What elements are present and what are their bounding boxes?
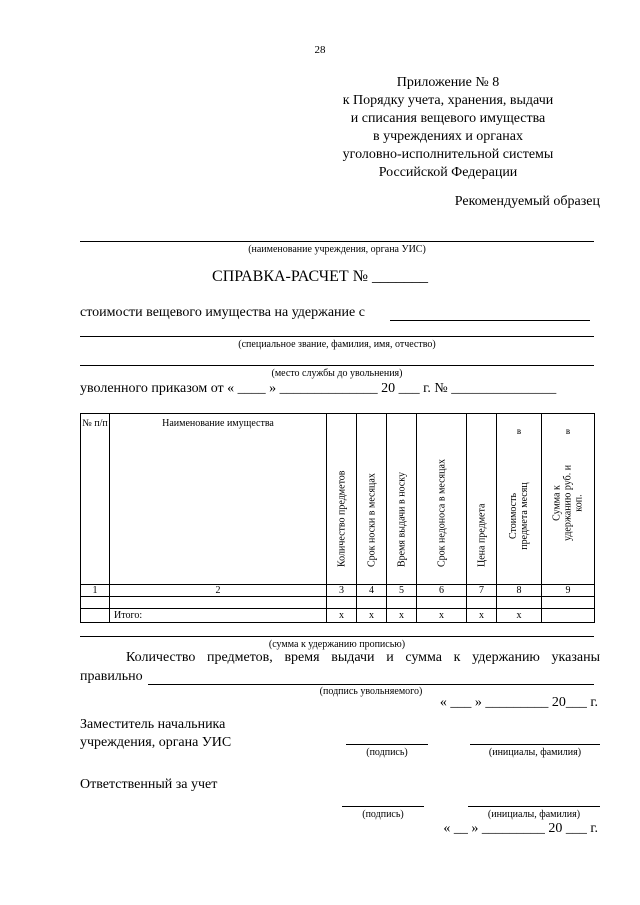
appendix-line: Российской Федерации <box>378 165 518 180</box>
institution-caption: (наименование учреждения, органа УИС) <box>248 244 426 255</box>
table-header-row <box>81 414 595 585</box>
cost-line-field[interactable] <box>390 320 590 321</box>
total-mark: x <box>417 609 467 623</box>
table-total-row <box>81 609 595 623</box>
deputy-signature-caption: (подпись) <box>366 747 408 758</box>
deputy-initials-caption: (инициалы, фамилия) <box>488 747 582 758</box>
responsible-label: Ответственный за учет <box>80 777 218 792</box>
dismissed-signature-caption: (подпись увольняемого) <box>319 686 423 697</box>
appendix-block <box>298 74 598 182</box>
col-header-issue-time <box>387 414 417 585</box>
col-header-qty <box>327 414 357 585</box>
appendix-line: и списания вещевого имущества <box>350 111 546 126</box>
col-header-qty-label: Количество предметов <box>336 470 347 567</box>
col-number: 6 <box>417 585 467 597</box>
table-cell[interactable] <box>417 597 467 609</box>
page-number: 28 <box>314 44 326 56</box>
total-sum-cell[interactable] <box>542 609 595 623</box>
responsible-signature-caption: (подпись) <box>362 809 404 820</box>
appendix-line: уголовно-исполнительной системы <box>342 147 554 162</box>
col-number: 5 <box>387 585 417 597</box>
deputy-line1: Заместитель начальника <box>80 717 226 732</box>
appendix-line: к Порядку учета, хранения, выдачи <box>342 93 554 108</box>
date-line: « ___ » _________ 20___ г. <box>439 695 598 710</box>
sum-words-caption: (сумма к удержанию прописью) <box>268 639 406 650</box>
col-header-cost-month <box>497 414 542 585</box>
col-header-sum-label: Сумма к удержанию руб. и коп. <box>551 464 585 542</box>
table-cell[interactable] <box>81 597 110 609</box>
col-number: 3 <box>327 585 357 597</box>
col-header-price <box>467 414 497 585</box>
responsible-signature-line[interactable] <box>342 806 424 807</box>
service-place-line[interactable] <box>80 365 594 366</box>
table-cell[interactable] <box>467 597 497 609</box>
items-table <box>80 413 595 623</box>
total-label: Итого: <box>110 609 327 623</box>
total-mark: x <box>357 609 387 623</box>
total-empty-cell <box>81 609 110 623</box>
col-header-num: № п/п <box>81 414 110 585</box>
col-number: 2 <box>110 585 327 597</box>
col-number: 1 <box>81 585 110 597</box>
person-line[interactable] <box>80 336 594 337</box>
col-header-price-label: Цена предмета <box>476 503 487 567</box>
appendix-line: Приложение № 8 <box>396 75 500 90</box>
col-header-cost-month-label: Стоимость предмета месяц <box>508 482 530 550</box>
statement-line1: Количество предметов, время выдачи и сумма к удержанию указаны <box>126 650 600 665</box>
col-header-wear-term-label: Срок носки в месяцах <box>366 473 377 567</box>
deputy-line2: учреждения, органа УИС <box>80 735 232 750</box>
institution-line[interactable] <box>80 241 594 242</box>
table-cell[interactable] <box>387 597 417 609</box>
statement-line2: правильно <box>80 669 143 684</box>
table-cell[interactable] <box>327 597 357 609</box>
dismissed-signature-line[interactable] <box>148 684 594 685</box>
col-header-sum <box>542 414 595 585</box>
col-number: 7 <box>467 585 497 597</box>
col-number: 4 <box>357 585 387 597</box>
cost-line-text: стоимости вещевого имущества на удержание с <box>80 305 365 320</box>
table-cell[interactable] <box>110 597 327 609</box>
col-header-wear-term <box>357 414 387 585</box>
col-header-shortfall-label: Срок недоноса в месяцах <box>436 459 447 567</box>
table-number-row <box>81 585 595 597</box>
col-header-cost-month-top: в <box>516 426 522 436</box>
sample-note: Рекомендуемый образец <box>454 194 600 209</box>
deputy-signature-line[interactable] <box>346 744 428 745</box>
col-header-shortfall <box>417 414 467 585</box>
person-caption: (специальное звание, фамилия, имя, отчество) <box>238 339 436 350</box>
date-line-2: « __ » _________ 20 ___ г. <box>443 821 598 836</box>
col-header-sum-top: в <box>565 426 571 436</box>
col-header-issue-time-label: Время выдачи в носку <box>396 472 407 567</box>
appendix-line: в учреждениях и органах <box>373 129 523 144</box>
total-mark: x <box>497 609 542 623</box>
responsible-initials-line[interactable] <box>468 806 600 807</box>
table-cell[interactable] <box>542 597 595 609</box>
responsible-initials-caption: (инициалы, фамилия) <box>487 809 581 820</box>
service-place-caption: (место службы до увольнения) <box>271 368 403 379</box>
col-number: 9 <box>542 585 595 597</box>
total-mark: x <box>327 609 357 623</box>
deputy-initials-line[interactable] <box>470 744 600 745</box>
dismissed-line: уволенного приказом от « ____ » ______________ 20 ___ г. № _______________ <box>80 381 557 396</box>
col-number: 8 <box>497 585 542 597</box>
sum-words-line[interactable] <box>80 636 594 637</box>
total-mark: x <box>467 609 497 623</box>
col-header-name: Наименование имущества <box>110 414 327 585</box>
table-row <box>81 597 595 609</box>
document-title: СПРАВКА-РАСЧЕТ № _______ <box>212 268 428 285</box>
table-cell[interactable] <box>497 597 542 609</box>
table-cell[interactable] <box>357 597 387 609</box>
total-mark: x <box>387 609 417 623</box>
